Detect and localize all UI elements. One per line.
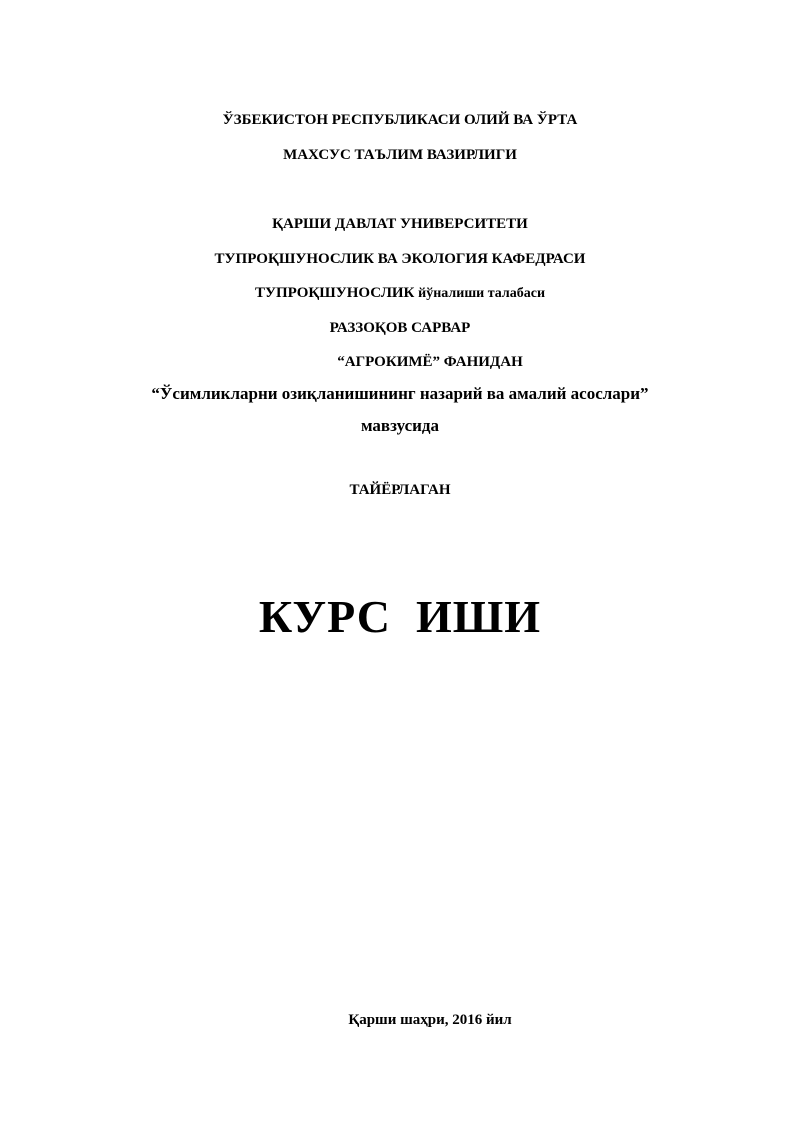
ministry-line-1: ЎЗБЕКИСТОН РЕСПУБЛИКАСИ ОЛИЙ ВА ЎРТА bbox=[222, 112, 578, 128]
subject-line: “АГРОКИМЁ” ФАНИДАН bbox=[337, 354, 523, 370]
ministry-line-2: МАХСУС ТАЪЛИМ ВАЗИРЛИГИ bbox=[283, 147, 517, 163]
student-name: РАЗЗОҚОВ САРВАР bbox=[329, 320, 471, 336]
topic-suffix: мавзусида bbox=[360, 416, 440, 435]
university-name: ҚАРШИ ДАВЛАТ УНИВЕРСИТЕТИ bbox=[272, 216, 528, 232]
footer-city-year: Қарши шаҳри, 2016 йил bbox=[348, 1012, 512, 1028]
topic-line: “Ўсимликларни озиқланишининг назарий ва амалий асослари” bbox=[151, 384, 649, 403]
direction-suffix: йўналиши талабаси bbox=[418, 286, 546, 301]
direction-name: ТУПРОҚШУНОСЛИК bbox=[254, 285, 415, 301]
direction-line bbox=[0, 286, 800, 301]
work-title: КУРС ИШИ bbox=[258, 591, 542, 642]
prepared-label: ТАЙЁРЛАГАН bbox=[349, 482, 451, 498]
department-name: ТУПРОҚШУНОСЛИК ВА ЭКОЛОГИЯ КАФЕДРАСИ bbox=[214, 251, 586, 267]
